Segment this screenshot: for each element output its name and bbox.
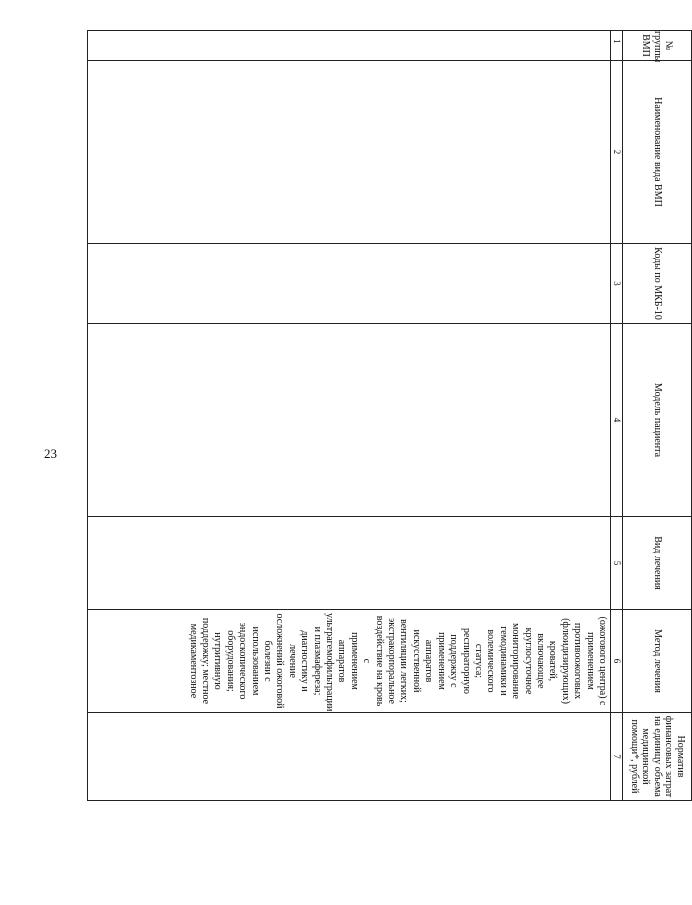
method-line: воздействие на кровь с <box>361 615 385 707</box>
column-number-row <box>611 31 623 801</box>
method-line: нутритивную <box>212 632 224 690</box>
method-text <box>186 613 608 712</box>
cell-cost-standard <box>88 713 611 801</box>
method-line: волемического <box>485 629 497 693</box>
column-number-5: 5 <box>611 517 623 610</box>
column-number-1: 1 <box>611 31 623 61</box>
header-treatment-method: Метод лечения <box>623 610 692 713</box>
header-group-no: № группы ВМП <box>623 31 692 61</box>
method-line: респираторную <box>460 627 472 695</box>
method-line: ультрагемофильтрации <box>324 613 336 712</box>
cell-treatment-type <box>88 517 611 610</box>
header-row <box>623 31 692 801</box>
method-line: применением <box>435 632 447 690</box>
rotated-page <box>87 30 692 800</box>
method-line: аппаратов <box>423 639 435 683</box>
method-line: болезни с <box>262 640 274 682</box>
column-number-6: 6 <box>611 610 623 713</box>
column-number-4: 4 <box>611 324 623 517</box>
method-line: кроватей, <box>547 640 559 682</box>
method-line: экстракорпоральное <box>386 618 398 704</box>
cell-icd-codes <box>88 244 611 324</box>
method-line: включающее <box>534 633 546 689</box>
method-line: статуса; <box>472 643 484 679</box>
column-number-7: 7 <box>611 713 623 801</box>
method-line: диагностику и лечение <box>286 630 311 692</box>
cell-vmp-name <box>88 61 611 244</box>
page-number: 23 <box>44 446 57 461</box>
method-line: использованием <box>249 626 261 696</box>
method-line: и плазмафереза; <box>311 626 323 696</box>
method-line: применением <box>348 632 360 690</box>
method-line: применением <box>584 632 596 690</box>
method-line: мониторирование <box>510 623 522 699</box>
method-line: противоожоговых <box>572 622 584 700</box>
cell-treatment-method <box>88 610 611 713</box>
method-line: оборудования; <box>224 630 236 692</box>
table-row <box>88 31 611 801</box>
method-line: осложнений ожоговой <box>274 613 286 709</box>
header-cost-standard: Норматив финансовых затрат на единицу объема медицинской помощи*, рублей <box>623 713 692 801</box>
method-line: вентиляции легких; <box>398 619 410 703</box>
method-line: поддержку с <box>448 634 460 688</box>
method-line: искусственной <box>410 629 422 693</box>
method-line: поддержку; местное <box>200 617 211 705</box>
method-line: (флюидизирующих) <box>559 618 571 704</box>
cell-group-no <box>88 31 611 61</box>
header-icd-codes: Коды по МКБ-10 <box>623 244 692 324</box>
header-vmp-name: Наименование вида ВМП <box>623 61 692 244</box>
method-line: гемодинамики и <box>497 626 509 696</box>
vmp-table <box>87 30 692 801</box>
method-line: (ожогового центра) с <box>597 616 608 706</box>
header-patient-model: Модель пациента <box>623 324 692 517</box>
method-line: медикаментозное <box>187 623 199 699</box>
method-line: круглосуточное <box>522 627 534 695</box>
method-line: аппаратов <box>336 639 348 683</box>
column-number-2: 2 <box>611 61 623 244</box>
header-treatment-type: Вид лечения <box>623 517 692 610</box>
column-number-3: 3 <box>611 244 623 324</box>
method-line: эндоскопического <box>237 622 249 700</box>
cell-patient-model <box>88 324 611 517</box>
